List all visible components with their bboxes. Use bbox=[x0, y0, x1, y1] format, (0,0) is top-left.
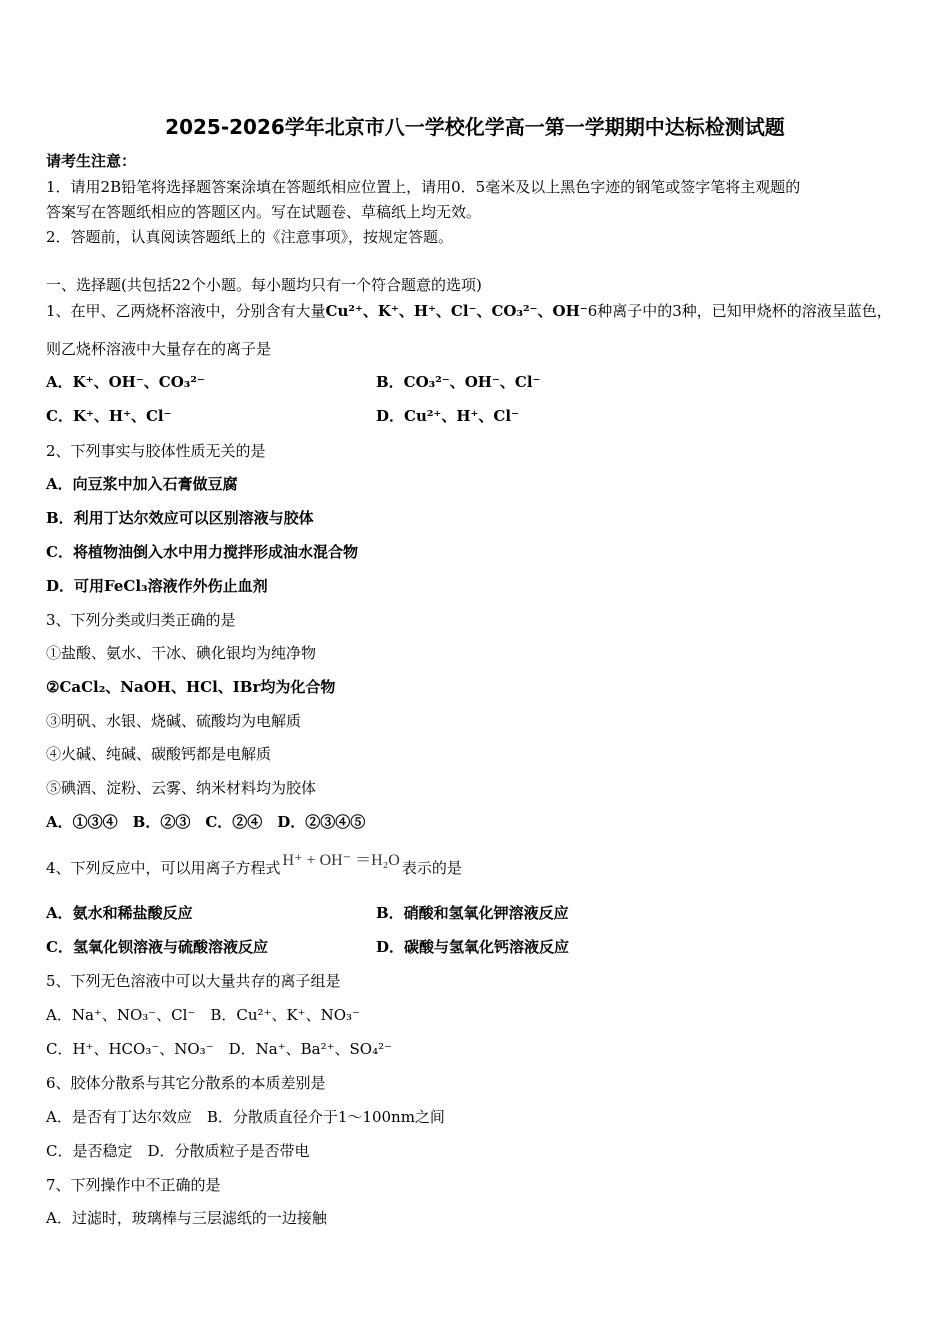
q5-stem: 5、下列无色溶液中可以大量共存的离子组是 bbox=[46, 972, 341, 990]
q2-option-a: A．向豆浆中加入石膏做豆腐 bbox=[46, 475, 238, 493]
q5-options-cd: C．H⁺、HCO₃⁻、NO₃⁻ D．Na⁺、Ba²⁺、SO₄²⁻ bbox=[46, 1040, 393, 1058]
q1-stem bbox=[46, 301, 892, 321]
q5-options-ab: A．Na⁺、NO₃⁻、Cl⁻ B．Cu²⁺、K⁺、NO₃⁻ bbox=[46, 1006, 360, 1024]
q3-item-4: ④火碱、纯碱、碳酸钙都是电解质 bbox=[46, 745, 272, 763]
q4-option-d: D．碳酸与氢氧化钙溶液反应 bbox=[376, 938, 570, 956]
q3-item-1: ①盐酸、氨水、干冰、碘化银均为纯净物 bbox=[46, 644, 317, 662]
q1-option-c: C．K⁺、H⁺、Cl⁻ bbox=[46, 407, 172, 425]
q1-ions: Cu²⁺、K⁺、H⁺、Cl⁻、CO₃²⁻、OH⁻ bbox=[325, 302, 588, 320]
q1-option-b: B．CO₃²⁻、OH⁻、Cl⁻ bbox=[376, 373, 541, 391]
q7-option-a: A．过滤时，玻璃棒与三层滤纸的一边接触 bbox=[46, 1209, 327, 1227]
notice-heading: 请考生注意： bbox=[46, 152, 137, 170]
q6-options-ab: A．是否有丁达尔效应 B．分散质直径介于1～100nm之间 bbox=[46, 1108, 445, 1126]
q6-options-cd: C．是否稳定 D．分散质粒子是否带电 bbox=[46, 1142, 310, 1160]
q4-stem-pre: 4、下列反应中，可以用离子方程式 bbox=[46, 859, 281, 877]
notice-line-1: 1．请用2B铅笔将选择题答案涂填在答题纸相应位置上，请用0．5毫米及以上黑色字迹的钢笔或签字笔将主观题的 bbox=[46, 178, 801, 196]
page-title: 2025-2026学年北京市八一学校化学高一第一学期期中达标检测试题 bbox=[165, 115, 785, 139]
q2-stem: 2、下列事实与胶体性质无关的是 bbox=[46, 442, 266, 460]
q1-option-d: D．Cu²⁺、H⁺、Cl⁻ bbox=[376, 407, 519, 425]
q2-option-d: D．可用FeCl₃溶液作外伤止血剂 bbox=[46, 577, 268, 595]
q1-option-a: A．K⁺、OH⁻、CO₃²⁻ bbox=[46, 373, 205, 391]
q7-stem: 7、下列操作中不正确的是 bbox=[46, 1176, 221, 1194]
q4-ionic-equation: H⁺ + OH⁻ ＝H₂O bbox=[282, 852, 400, 869]
q4-stem-post: 表示的是 bbox=[401, 859, 462, 877]
q6-stem: 6、胶体分散系与其它分散系的本质差别是 bbox=[46, 1074, 326, 1092]
q2-option-b: B．利用丁达尔效应可以区别溶液与胶体 bbox=[46, 509, 314, 527]
q1-stem-pre: 1、在甲、乙两烧杯溶液中，分别含有大量 bbox=[46, 302, 326, 320]
q4-option-b: B．硝酸和氢氧化钾溶液反应 bbox=[376, 904, 569, 922]
q4-option-c: C．氢氧化钡溶液与硫酸溶液反应 bbox=[46, 938, 268, 956]
q1-stem-post: 6种离子中的3种，已知甲烧杯的溶液呈蓝色， bbox=[587, 302, 892, 320]
q3-stem: 3、下列分类或归类正确的是 bbox=[46, 611, 236, 629]
q3-item-5: ⑤碘酒、淀粉、云雾、纳米材料均为胶体 bbox=[46, 779, 317, 797]
q2-option-c: C．将植物油倒入水中用力搅拌形成油水混合物 bbox=[46, 543, 358, 561]
q3-options: A．①③④ B．②③ C．②④ D．②③④⑤ bbox=[46, 813, 366, 831]
q3-item-3: ③明矾、水银、烧碱、硫酸均为电解质 bbox=[46, 712, 302, 730]
notice-line-3: 2．答题前，认真阅读答题纸上的《注意事项》，按规定答题。 bbox=[46, 228, 454, 246]
q4-option-a: A．氨水和稀盐酸反应 bbox=[46, 904, 193, 922]
q4-stem bbox=[46, 852, 462, 879]
q3-item-2: ②CaCl₂、NaOH、HCl、IBr均为化合物 bbox=[46, 678, 336, 696]
notice-line-2: 答案写在答题纸相应的答题区内。写在试题卷、草稿纸上均无效。 bbox=[46, 203, 482, 221]
q1-stem-line2: 则乙烧杯溶液中大量存在的离子是 bbox=[46, 340, 272, 358]
section-heading: 一、选择题(共包括22个小题。每小题均只有一个符合题意的选项) bbox=[46, 276, 482, 294]
